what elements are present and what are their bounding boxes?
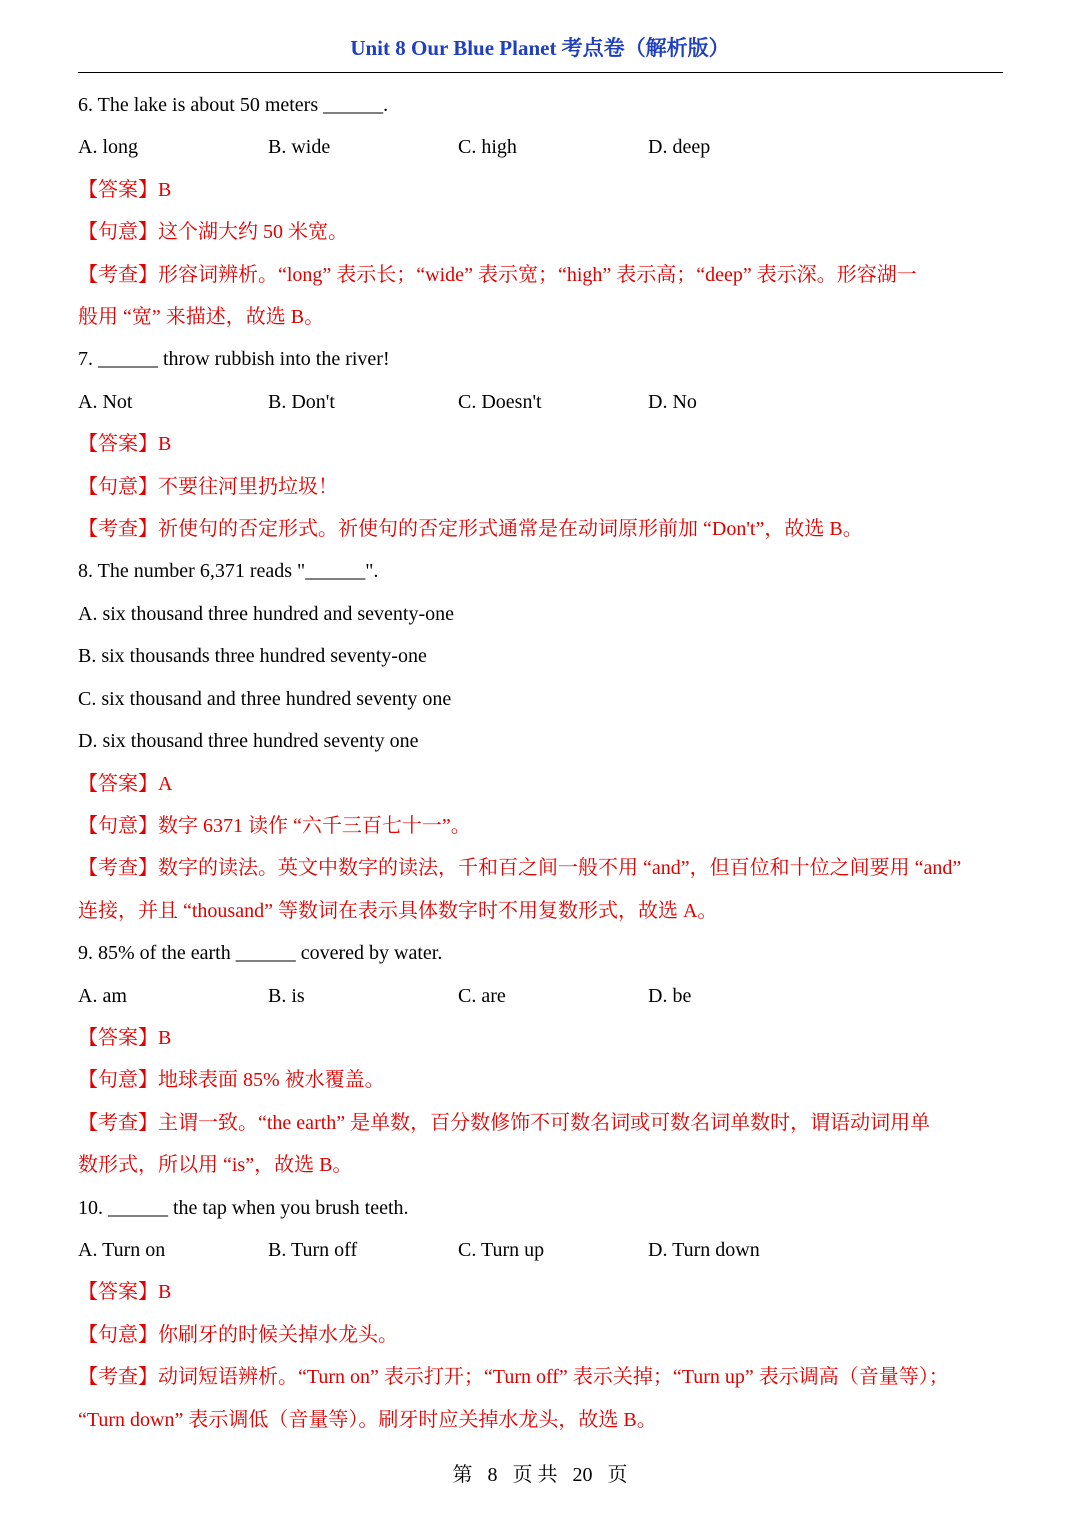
option: C. are: [458, 984, 506, 1007]
footer-suffix: 页: [607, 1464, 628, 1486]
options-row: [78, 381, 1018, 423]
footer-page-number: 8: [487, 1464, 498, 1486]
analysis-line: 数形式，所以用 “is”，故选 B。: [78, 1154, 353, 1177]
footer-middle: 页 共: [512, 1464, 558, 1486]
page-header-title: Unit 8 Our Blue Planet 考点卷（解析版）: [350, 36, 730, 60]
option: D. Turn down: [648, 1238, 760, 1261]
question-list: [78, 84, 1018, 1441]
option: C. six thousand and three hundred seventy one: [78, 687, 452, 710]
analysis-line: 【考查】祈使句的否定形式。祈使句的否定形式通常是在动词原形前加 “Don't”，故选 B。: [78, 518, 863, 541]
footer-prefix: 第: [452, 1464, 473, 1486]
analysis-line: 【考查】动词短语辨析。“Turn on” 表示打开；“Turn off” 表示关掉；“Turn up” 表示调高（音量等）；: [78, 1366, 949, 1389]
analysis-line: “Turn down” 表示调低（音量等）。刷牙时应关掉水龙头，故选 B。: [78, 1408, 657, 1431]
option: C. high: [458, 136, 517, 159]
option: D. No: [648, 390, 697, 413]
option: B. Turn off: [268, 1238, 358, 1261]
option: A. am: [78, 984, 127, 1007]
question-stem: 7. ______ throw rubbish into the river!: [78, 348, 390, 371]
option: D. deep: [648, 136, 711, 159]
page-footer: [0, 1458, 1080, 1487]
option: A. Not: [78, 390, 133, 413]
answer-line: 【答案】B: [78, 1281, 172, 1304]
answer-line: 【答案】B: [78, 178, 172, 201]
answer-line: 【答案】B: [78, 433, 172, 456]
option: A. long: [78, 136, 138, 159]
options-row: [78, 975, 1018, 1017]
meaning-line: 【句意】数字 6371 读作 “六千三百七十一”。: [78, 814, 471, 837]
meaning-line: 【句意】地球表面 85% 被水覆盖。: [78, 1069, 385, 1092]
option: A. six thousand three hundred and seventy-one: [78, 602, 455, 625]
option: B. Don't: [268, 390, 335, 413]
question-stem: 6. The lake is about 50 meters ______.: [78, 94, 389, 116]
question-stem: 8. The number 6,371 reads "______".: [78, 560, 379, 583]
option: B. is: [268, 984, 305, 1007]
header-divider: [78, 72, 1003, 73]
analysis-line: 般用 “宽” 来描述，故选 B。: [78, 306, 325, 329]
analysis-line: 连接，并且 “thousand” 等数词在表示具体数字时不用复数形式，故选 A。: [78, 899, 718, 922]
question-stem: 9. 85% of the earth ______ covered by water.: [78, 942, 443, 965]
option: B. six thousands three hundred seventy-one: [78, 645, 427, 668]
option: A. Turn on: [78, 1238, 166, 1261]
meaning-line: 【句意】这个湖大约 50 米宽。: [78, 221, 348, 244]
answer-line: 【答案】B: [78, 1026, 172, 1049]
analysis-line: 【考查】主谓一致。“the earth” 是单数，百分数修饰不可数名词或可数名词单数时，谓语动词用单: [78, 1111, 931, 1134]
question-stem: 10. ______ the tap when you brush teeth.: [78, 1196, 409, 1219]
option: D. six thousand three hundred seventy one: [78, 730, 419, 753]
options-row: [78, 126, 1018, 168]
answer-line: 【答案】A: [78, 772, 173, 795]
option: C. Turn up: [458, 1238, 545, 1261]
footer-total-pages: 20: [572, 1464, 593, 1486]
option: C. Doesn't: [458, 390, 542, 413]
option: B. wide: [268, 136, 331, 159]
analysis-line: 【考查】形容词辨析。“long” 表示长；“wide” 表示宽；“high” 表示高；“deep” 表示深。形容湖一: [78, 263, 917, 286]
options-row: [78, 1229, 1018, 1271]
option: D. be: [648, 984, 692, 1007]
meaning-line: 【句意】不要往河里扔垃圾！: [78, 475, 338, 498]
meaning-line: 【句意】你刷牙的时候关掉水龙头。: [78, 1323, 398, 1346]
analysis-line: 【考查】数字的读法。英文中数字的读法，千和百之间一般不用 “and”，但百位和十位之间要用 “and”: [78, 857, 962, 880]
